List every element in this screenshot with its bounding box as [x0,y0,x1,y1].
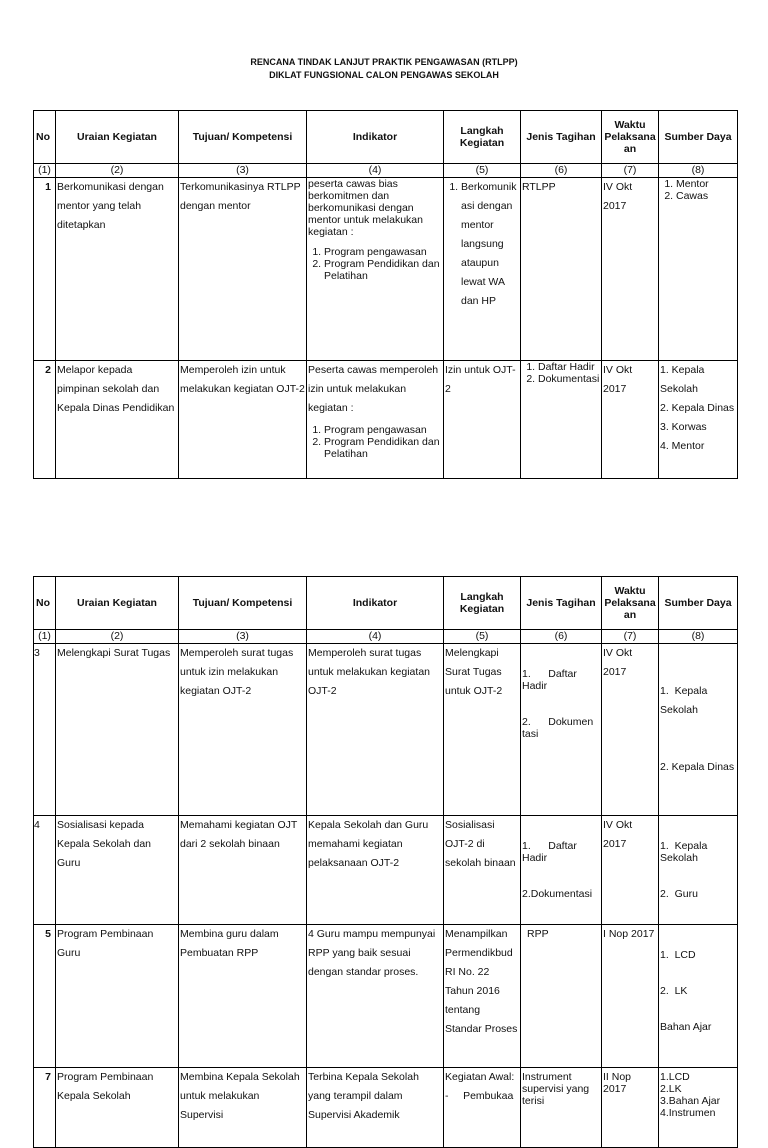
row-no: 2 [34,361,56,479]
col-number: (1) [34,630,56,644]
table-row [34,361,738,479]
row-indikator: Terbina Kepala Sekolah yang terampil dalam Supervisi Akademik [307,1068,444,1148]
row-waktu: II Nop 2017 [602,1068,659,1148]
col-number: (7) [602,630,659,644]
header-no: No [34,111,56,164]
row-jenis: RTLPP [521,178,602,361]
rtlpp-table-2 [33,576,738,1148]
list-item: 1. Daftar Hadir [538,361,600,373]
col-number: (6) [521,630,602,644]
list-item: 2.LK [660,1083,682,1095]
list-item: 1. Daftar Hadir [522,668,580,692]
list-item: - Pembukaa [445,1090,514,1102]
row-jenis [521,644,602,816]
row-sumber [659,816,738,925]
row-sumber [659,361,738,479]
row-langkah: Menampilkan Permendikbud RI No. 22 Tahun 2016 tentang Standar Proses [444,925,521,1068]
row-tujuan: Memperoleh surat tugas untuk izin melakukan kegiatan OJT-2 [179,644,307,816]
col-number: (2) [56,164,179,178]
col-number: (5) [444,630,521,644]
list-item: 1. LCD [660,949,696,961]
list-item: 1. Berkomunikasi dengan mentor langsung ataupun lewat WA dan HP [461,178,519,311]
col-number: (3) [179,164,307,178]
row-tujuan: Memperoleh izin untuk melakukan kegiatan OJT-2 [179,361,307,479]
col-number: (7) [602,164,659,178]
header-langkah: Langkah Kegiatan [444,577,521,630]
header-tujuan: Tujuan/ Kompetensi [179,577,307,630]
table-row [34,644,738,816]
document-title: RENCANA TINDAK LANJUT PRAKTIK PENGAWASAN (RTLPP) [250,57,518,67]
list-item: 1.LCD [660,1071,690,1083]
row-uraian: Melapor kepada pimpinan sekolah dan Kepala Dinas Pendidikan [56,361,179,479]
table-row [34,925,738,1068]
document-subtitle: DIKLAT FUNGSIONAL CALON PENGAWAS SEKOLAH [269,70,499,80]
list-item: 2. Guru [660,888,698,900]
table-row [34,178,738,361]
col-number: (8) [659,630,738,644]
row-indikator [307,178,444,361]
list-item: 1. Kepala Sekolah [660,840,711,864]
row-sumber [659,178,738,361]
header-no: No [34,577,56,630]
col-number: (8) [659,164,738,178]
list-item: 2. Dokumen tasi [522,716,597,740]
header-uraian: Uraian Kegiatan [56,111,179,164]
table-row [34,816,738,925]
col-number: (2) [56,630,179,644]
row-langkah: Melengkapi Surat Tugas untuk OJT-2 [444,644,521,816]
row-uraian: Melengkapi Surat Tugas [56,644,179,816]
row-indikator: Kepala Sekolah dan Guru memahami kegiatan pelaksanaan OJT-2 [307,816,444,925]
header-jenis: Jenis Tagihan [521,111,602,164]
row-jenis [521,816,602,925]
row-jenis: Instrument supervisi yang terisi [521,1068,602,1148]
header-row [34,111,738,164]
header-jenis: Jenis Tagihan [521,577,602,630]
list-item: 1. Kepala Sekolah [660,364,705,395]
row-waktu: IV Okt 2017 [602,816,659,925]
row-waktu: IV Okt 2017 [602,644,659,816]
row-tujuan: Membina guru dalam Pembuatan RPP [179,925,307,1068]
row-indikator: Memperoleh surat tugas untuk melakukan kegiatan OJT-2 [307,644,444,816]
row-waktu: IV Okt 2017 [602,361,659,479]
indikator-intro: Peserta cawas memperoleh izin untuk melakukan kegiatan : [308,364,439,414]
header-indikator: Indikator [307,577,444,630]
list-item: 2. Program Pendidikan dan Pelatihan [324,258,442,282]
list-item: 4. Mentor [660,440,705,452]
row-jenis: RPP [521,925,602,1068]
row-uraian: Program Pembinaan Kepala Sekolah [56,1068,179,1148]
header-waktu: Waktu Pelaksana an [602,577,659,630]
row-indikator: 4 Guru mampu mempunyai RPP yang baik sesuai dengan standar proses. [307,925,444,1068]
row-no: 5 [34,925,56,1068]
header-langkah: Langkah Kegiatan [444,111,521,164]
list-item: 2. Cawas [676,190,736,202]
list-item: 1. Program pengawasan [324,424,442,436]
row-indikator [307,361,444,479]
row-tujuan: Membina Kepala Sekolah untuk melakukan Supervisi [179,1068,307,1148]
row-sumber [659,1068,738,1148]
col-number: (4) [307,630,444,644]
numbering-row [34,630,738,644]
row-no: 3 [34,644,56,816]
table-row [34,1068,738,1148]
row-sumber [659,925,738,1068]
list-item: 1. Kepala Sekolah [660,685,711,716]
numbering-row [34,164,738,178]
list-item: 2. Kepala Dinas [660,402,735,414]
row-langkah: Izin untuk OJT-2 [444,361,521,479]
list-item: 1. Daftar Hadir [522,840,580,864]
header-tujuan: Tujuan/ Kompetensi [179,111,307,164]
row-jenis [521,361,602,479]
list-item: 2. Kepala Dinas [660,761,735,773]
row-uraian: Program Pembinaan Guru [56,925,179,1068]
list-item: Bahan Ajar [660,1021,712,1033]
header-sumber: Sumber Daya [659,577,738,630]
col-number: (1) [34,164,56,178]
row-tujuan: Memahami kegiatan OJT dari 2 sekolah binaan [179,816,307,925]
row-no: 7 [34,1068,56,1148]
row-langkah [444,178,521,361]
list-item: 3.Bahan Ajar [660,1095,721,1107]
list-item: 2. LK [660,985,688,997]
header-waktu: Waktu Pelaksana an [602,111,659,164]
col-number: (6) [521,164,602,178]
row-uraian: Sosialisasi kepada Kepala Sekolah dan Guru [56,816,179,925]
col-number: (5) [444,164,521,178]
list-item: 2. Dokumentasi [538,373,600,385]
list-item: 2.Dokumentasi [522,888,593,900]
col-number: (4) [307,164,444,178]
list-item: 2. Program Pendidikan dan Pelatihan [324,436,442,460]
list-item: 3. Korwas [660,421,707,433]
list-item: 4.Instrumen [660,1107,716,1119]
header-sumber: Sumber Daya [659,111,738,164]
row-tujuan: Terkomunikasinya RTLPP dengan mentor [179,178,307,361]
row-waktu: IV Okt 2017 [602,178,659,361]
row-no: 4 [34,816,56,925]
header-indikator: Indikator [307,111,444,164]
row-langkah [444,1068,521,1148]
row-waktu: I Nop 2017 [602,925,659,1068]
row-sumber [659,644,738,816]
col-number: (3) [179,630,307,644]
list-item: 1. Program pengawasan [324,246,442,258]
indikator-intro: peserta cawas bias berkomitmen dan berkomunikasi dengan mentor untuk melakukan kegiatan : [308,178,423,238]
rtlpp-table-1 [33,110,738,479]
header-row [34,577,738,630]
header-uraian: Uraian Kegiatan [56,577,179,630]
row-uraian: Berkomunikasi dengan mentor yang telah ditetapkan [56,178,179,361]
list-item: 1. Mentor [676,178,736,190]
row-no: 1 [34,178,56,361]
row-langkah: Sosialisasi OJT-2 di sekolah binaan [444,816,521,925]
langkah-intro: Kegiatan Awal: [445,1071,515,1083]
